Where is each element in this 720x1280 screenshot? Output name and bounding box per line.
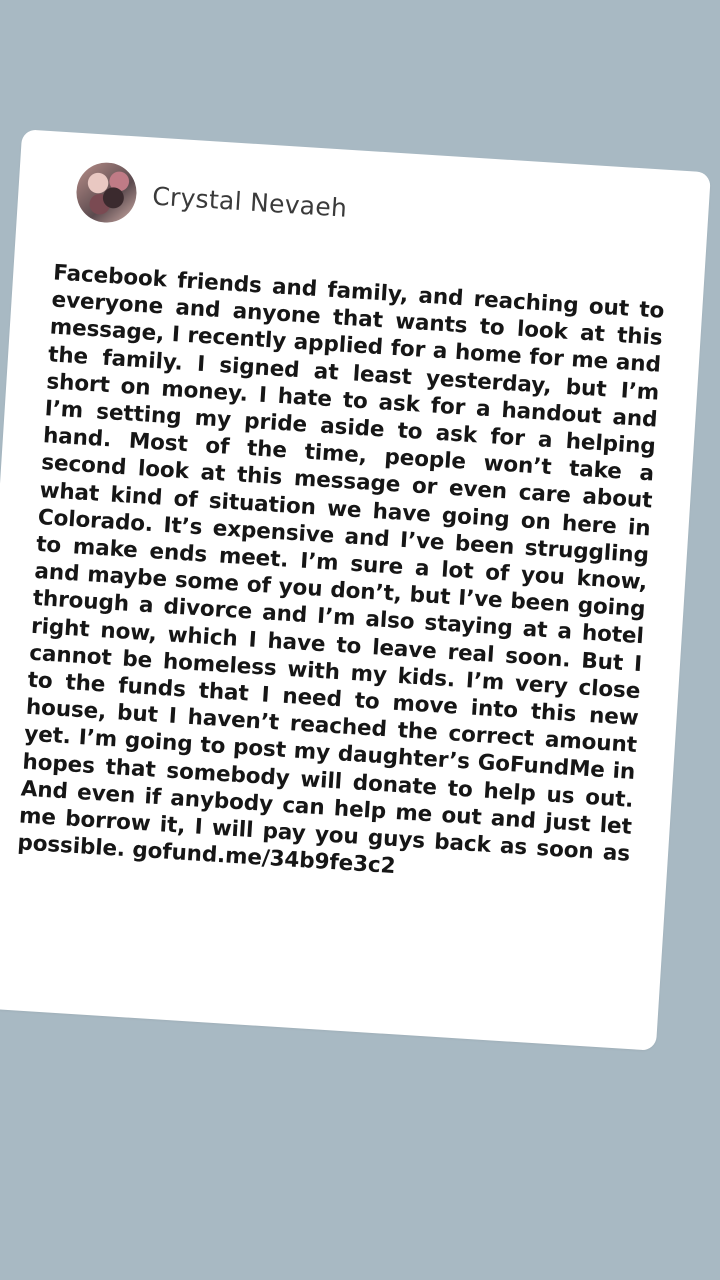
post-body-text: Facebook friends and family, and reaching out to everyone and anyone that wants to look at this message, I recently applied for a home for me and the family. I signed at least yesterday, but I’m short on money. I hate to ask for a handout and I’m setting my pride aside to ask for a helping hand. Most of the time, people won’t take a second look at this message or even care about what kind of situation we have going on here in Colorado. It’s expensive and I’ve been struggling to make ends meet. I’m sure a lot of you know, and maybe some of you don’t, but I’ve been going through a divorce and I’m also staying at a hotel right now, which I have to leave real soon. But I cannot be homeless with my kids. I’m very close to the funds that I need to move into this new house, but I haven’t reached the correct amount yet. I’m going to post my daughter’s GoFundMe in hopes that somebody will donate to help us out. And even if anybody can help me out and just let me borrow it, I will pay you guys back as soon as possible. gofund.me/34b9fe3c2 [16, 260, 665, 880]
post-header [75, 161, 349, 238]
post-card [0, 129, 711, 1051]
author-name[interactable]: Crystal Nevaeh [151, 181, 349, 223]
author-avatar[interactable] [75, 161, 139, 225]
